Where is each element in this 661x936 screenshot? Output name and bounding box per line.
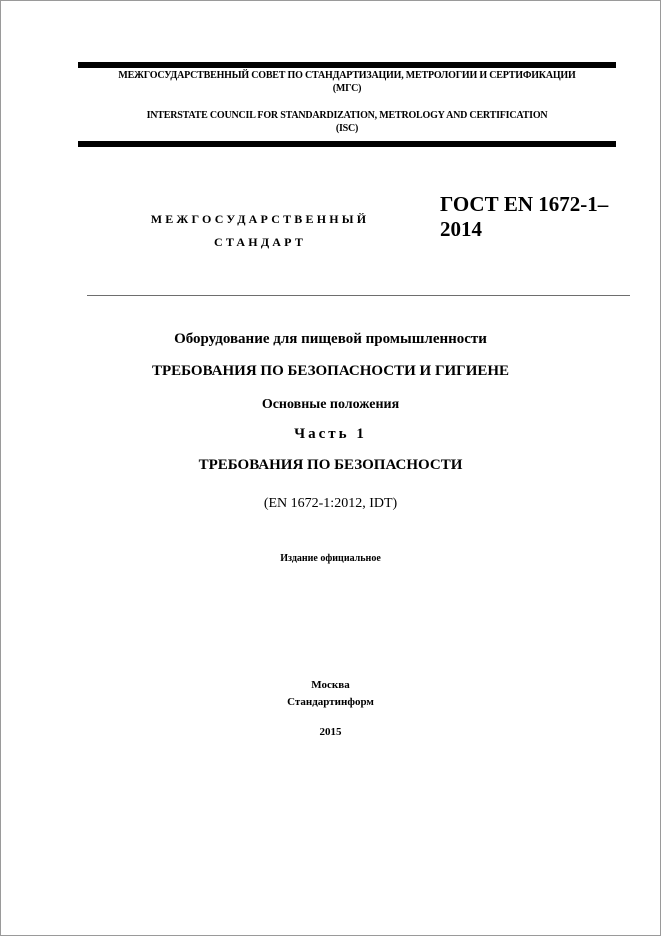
title-subject: Оборудование для пищевой промышленности <box>174 331 487 347</box>
standard-kind-line-2: СТАНДАРТ <box>213 235 307 249</box>
imprint-city: Москва <box>311 679 350 691</box>
edition-note: Издание официальное <box>280 553 381 564</box>
standard-kind-line-1: МЕЖГОСУДАРСТВЕННЫЙ <box>150 212 370 226</box>
standard-kind <box>130 208 390 254</box>
standard-designation <box>440 192 640 242</box>
title-reference: (EN 1672-1:2012, IDT) <box>263 496 398 511</box>
title-part: Часть 1 <box>294 426 367 442</box>
council-name-russian <box>78 69 616 95</box>
council-en-line-2: (ISC) <box>335 123 359 134</box>
designation-line-1: ГОСТ EN 1672-1– <box>440 192 609 216</box>
imprint-publisher: Стандартинформ <box>287 696 374 708</box>
council-en-line-1: INTERSTATE COUNCIL FOR STANDARDIZATION, METROLOGY AND CERTIFICATION <box>146 110 548 121</box>
title-subtitle: Основные положения <box>261 397 400 412</box>
header-top-rule <box>78 62 616 68</box>
council-ru-line-2: (МГС) <box>332 83 362 94</box>
council-ru-line-1: МЕЖГОСУДАРСТВЕННЫЙ СОВЕТ ПО СТАНДАРТИЗАЦИИ, МЕТРОЛОГИИ И СЕРТИФИКАЦИИ <box>118 70 576 81</box>
title-main: ТРЕБОВАНИЯ ПО БЕЗОПАСНОСТИ И ГИГИЕНЕ <box>151 363 510 379</box>
council-name-english <box>78 109 616 135</box>
section-divider <box>87 295 630 296</box>
title-part-name: ТРЕБОВАНИЯ ПО БЕЗОПАСНОСТИ <box>198 457 463 473</box>
imprint-year: 2015 <box>319 726 342 738</box>
designation-line-2: 2014 <box>440 217 482 241</box>
header-bottom-rule <box>78 141 616 147</box>
